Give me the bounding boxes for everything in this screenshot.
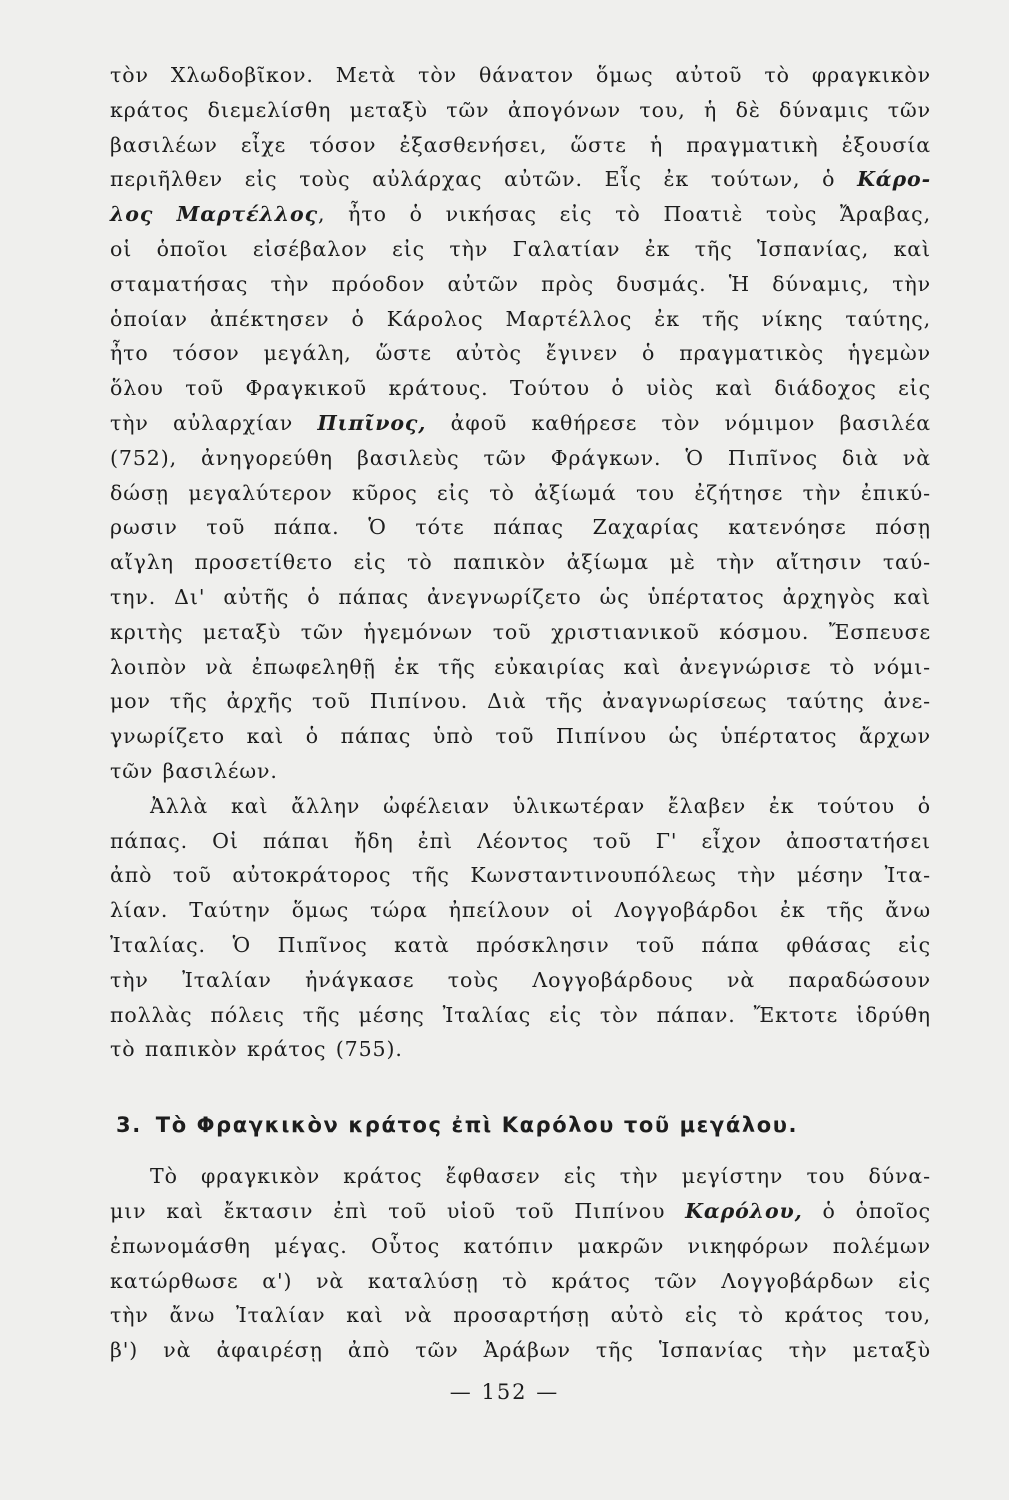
bold-name: λος Μαρτέλλος <box>110 202 318 227</box>
paragraph-1 <box>110 58 931 789</box>
text-line: μιν καὶ ἔκτασιν ἐπὶ τοῦ υἱοῦ τοῦ Πιπίνου Καρόλου, ὁ ὁποῖος <box>110 1198 932 1223</box>
section-title: Τὸ Φραγκικὸν κράτος ἐπὶ Καρόλου τοῦ μεγάλου. <box>155 1113 799 1138</box>
text-line: πολλὰς πόλεις τῆς μέσης Ἰταλίας εἰς τὸν πάπαν. Ἔκτοτε ἱδρύθη <box>110 1002 931 1027</box>
paragraph-3 <box>110 1159 931 1368</box>
section-heading <box>110 1113 931 1137</box>
text-line: ὅλου τοῦ Φραγκικοῦ κράτους. Τούτου ὁ υἱὸς καὶ διάδοχος εἰς <box>110 376 931 401</box>
text-line: τὴν ἄνω Ἰταλίαν καὶ νὰ προσαρτήσῃ αὐτὸ εἰς τὸ κράτος του, <box>110 1303 931 1328</box>
text-line: Τὸ φραγκικὸν κράτος ἔφθασεν εἰς τὴν μεγίστην του δύνα- <box>150 1164 931 1189</box>
text-line: μον τῆς ἀρχῆς τοῦ Πιπίνου. Διὰ τῆς ἀναγνωρίσεως ταύτης ἀνε- <box>110 689 931 714</box>
text-line: δώσῃ μεγαλύτερον κῦρος εἰς τὸ ἀξίωμά του ἐζήτησε τὴν ἐπικύ- <box>110 480 931 505</box>
bold-name: Καρόλου, <box>685 1198 803 1223</box>
paragraph-2 <box>110 789 931 1067</box>
text-line: κράτος διεμελίσθη μεταξὺ τῶν ἀπογόνων του, ἡ δὲ δύναμις τῶν <box>110 97 931 122</box>
text-line: Ἰταλίας. Ὁ Πιπῖνος κατὰ πρόσκλησιν τοῦ πάπα φθάσας εἰς <box>110 932 931 957</box>
bold-name: Κάρο- <box>857 167 932 192</box>
text-line: βασιλέων εἶχε τόσον ἐξασθενήσει, ὥστε ἡ πραγματικὴ ἐξουσία <box>110 132 931 157</box>
section-number: 3. <box>116 1113 142 1138</box>
text-line: ἦτο τόσον μεγάλη, ὥστε αὐτὸς ἔγινεν ὁ πραγματικὸς ἡγεμὼν <box>110 341 931 366</box>
text-line: β') νὰ ἀφαιρέσῃ ἀπὸ τῶν Ἀράβων τῆς Ἱσπανίας τὴν μεταξὺ <box>110 1338 931 1363</box>
text-line: γνωρίζετο καὶ ὁ πάπας ὑπὸ τοῦ Πιπίνου ὡς ὑπέρτατος ἄρχων <box>110 724 931 749</box>
text-line: αἴγλη προσετίθετο εἰς τὸ παπικὸν ἀξίωμα μὲ τὴν αἴτησιν ταύ- <box>110 550 931 575</box>
text-line: οἱ ὁποῖοι εἰσέβαλον εἰς τὴν Γαλατίαν ἐκ τῆς Ἱσπανίας, καὶ <box>110 236 931 261</box>
text-line: λοιπὸν νὰ ἐπωφεληθῇ ἐκ τῆς εὐκαιρίας καὶ ἀνεγνώρισε τὸ νόμι- <box>110 654 931 679</box>
text-line: σταματήσας τὴν πρόοδον αὐτῶν πρὸς δυσμάς. Ἡ δύναμις, τὴν <box>110 271 931 296</box>
text-line: τὴν Ἰταλίαν ἠνάγκασε τοὺς Λογγοβάρδους νὰ παραδώσουν <box>110 967 931 992</box>
text-line: Ἀλλὰ καὶ ἄλλην ὠφέλειαν ὑλικωτέραν ἔλαβεν ἐκ τούτου ὁ <box>150 793 931 818</box>
text-line: ἀπὸ τοῦ αὐτοκράτορος τῆς Κωνσταντινουπόλεως τὴν μέσην Ἰτα- <box>110 863 931 888</box>
bold-name: Πιπῖνος, <box>317 410 427 435</box>
text-line: ρωσιν τοῦ πάπα. Ὁ τότε πάπας Ζαχαρίας κατενόησε πόσῃ <box>110 515 931 540</box>
text-line: λος Μαρτέλλος, ἦτο ὁ νικήσας εἰς τὸ Ποατιὲ τοὺς Ἄραβας, <box>110 202 931 227</box>
text-line: λίαν. Ταύτην ὅμως τώρα ἠπείλουν οἱ Λογγοβάρδοι ἐκ τῆς ἄνω <box>110 898 931 923</box>
text-line: τῶν βασιλέων. <box>110 758 278 783</box>
page-number: — 152 — <box>449 1380 560 1404</box>
text-line: πάπας. Οἱ πάπαι ἤδη ἐπὶ Λέοντος τοῦ Γ' εἶχον ἀποστατήσει <box>110 828 931 853</box>
text-line: (752), ἀνηγορεύθη βασιλεὺς τῶν Φράγκων. Ὁ Πιπῖνος διὰ νὰ <box>110 445 931 470</box>
text-line: την. Δι' αὐτῆς ὁ πάπας ἀνεγνωρίζετο ὡς ὑπέρτατος ἀρχηγὸς καὶ <box>110 584 931 609</box>
text-line: τὴν αὐλαρχίαν Πιπῖνος, ἀφοῦ καθήρεσε τὸν νόμιμον βασιλέα <box>110 410 931 435</box>
text-line: τὸν Χλωδοβῖκον. Μετὰ τὸν θάνατον ὅμως αὐτοῦ τὸ φραγκικὸν <box>110 63 931 87</box>
text-line: κριτὴς μεταξὺ τῶν ἡγεμόνων τοῦ χριστιανικοῦ κόσμου. Ἔσπευσε <box>110 619 931 644</box>
text-line: ἐπωνομάσθη μέγας. Οὗτος κατόπιν μακρῶν νικηφόρων πολέμων <box>110 1233 931 1258</box>
text-line: τὸ παπικὸν κράτος (755). <box>110 1037 403 1062</box>
text-line: ὁποίαν ἀπέκτησεν ὁ Κάρολος Μαρτέλλος ἐκ τῆς νίκης ταύτης, <box>110 306 931 331</box>
text-line: κατώρθωσε α') νὰ καταλύσῃ τὸ κράτος τῶν Λογγοβάρδων εἰς <box>110 1268 931 1293</box>
text-line: περιῆλθεν εἰς τοὺς αὐλάρχας αὐτῶν. Εἷς ἐκ τούτων, ὁ Κάρο- <box>110 167 932 192</box>
